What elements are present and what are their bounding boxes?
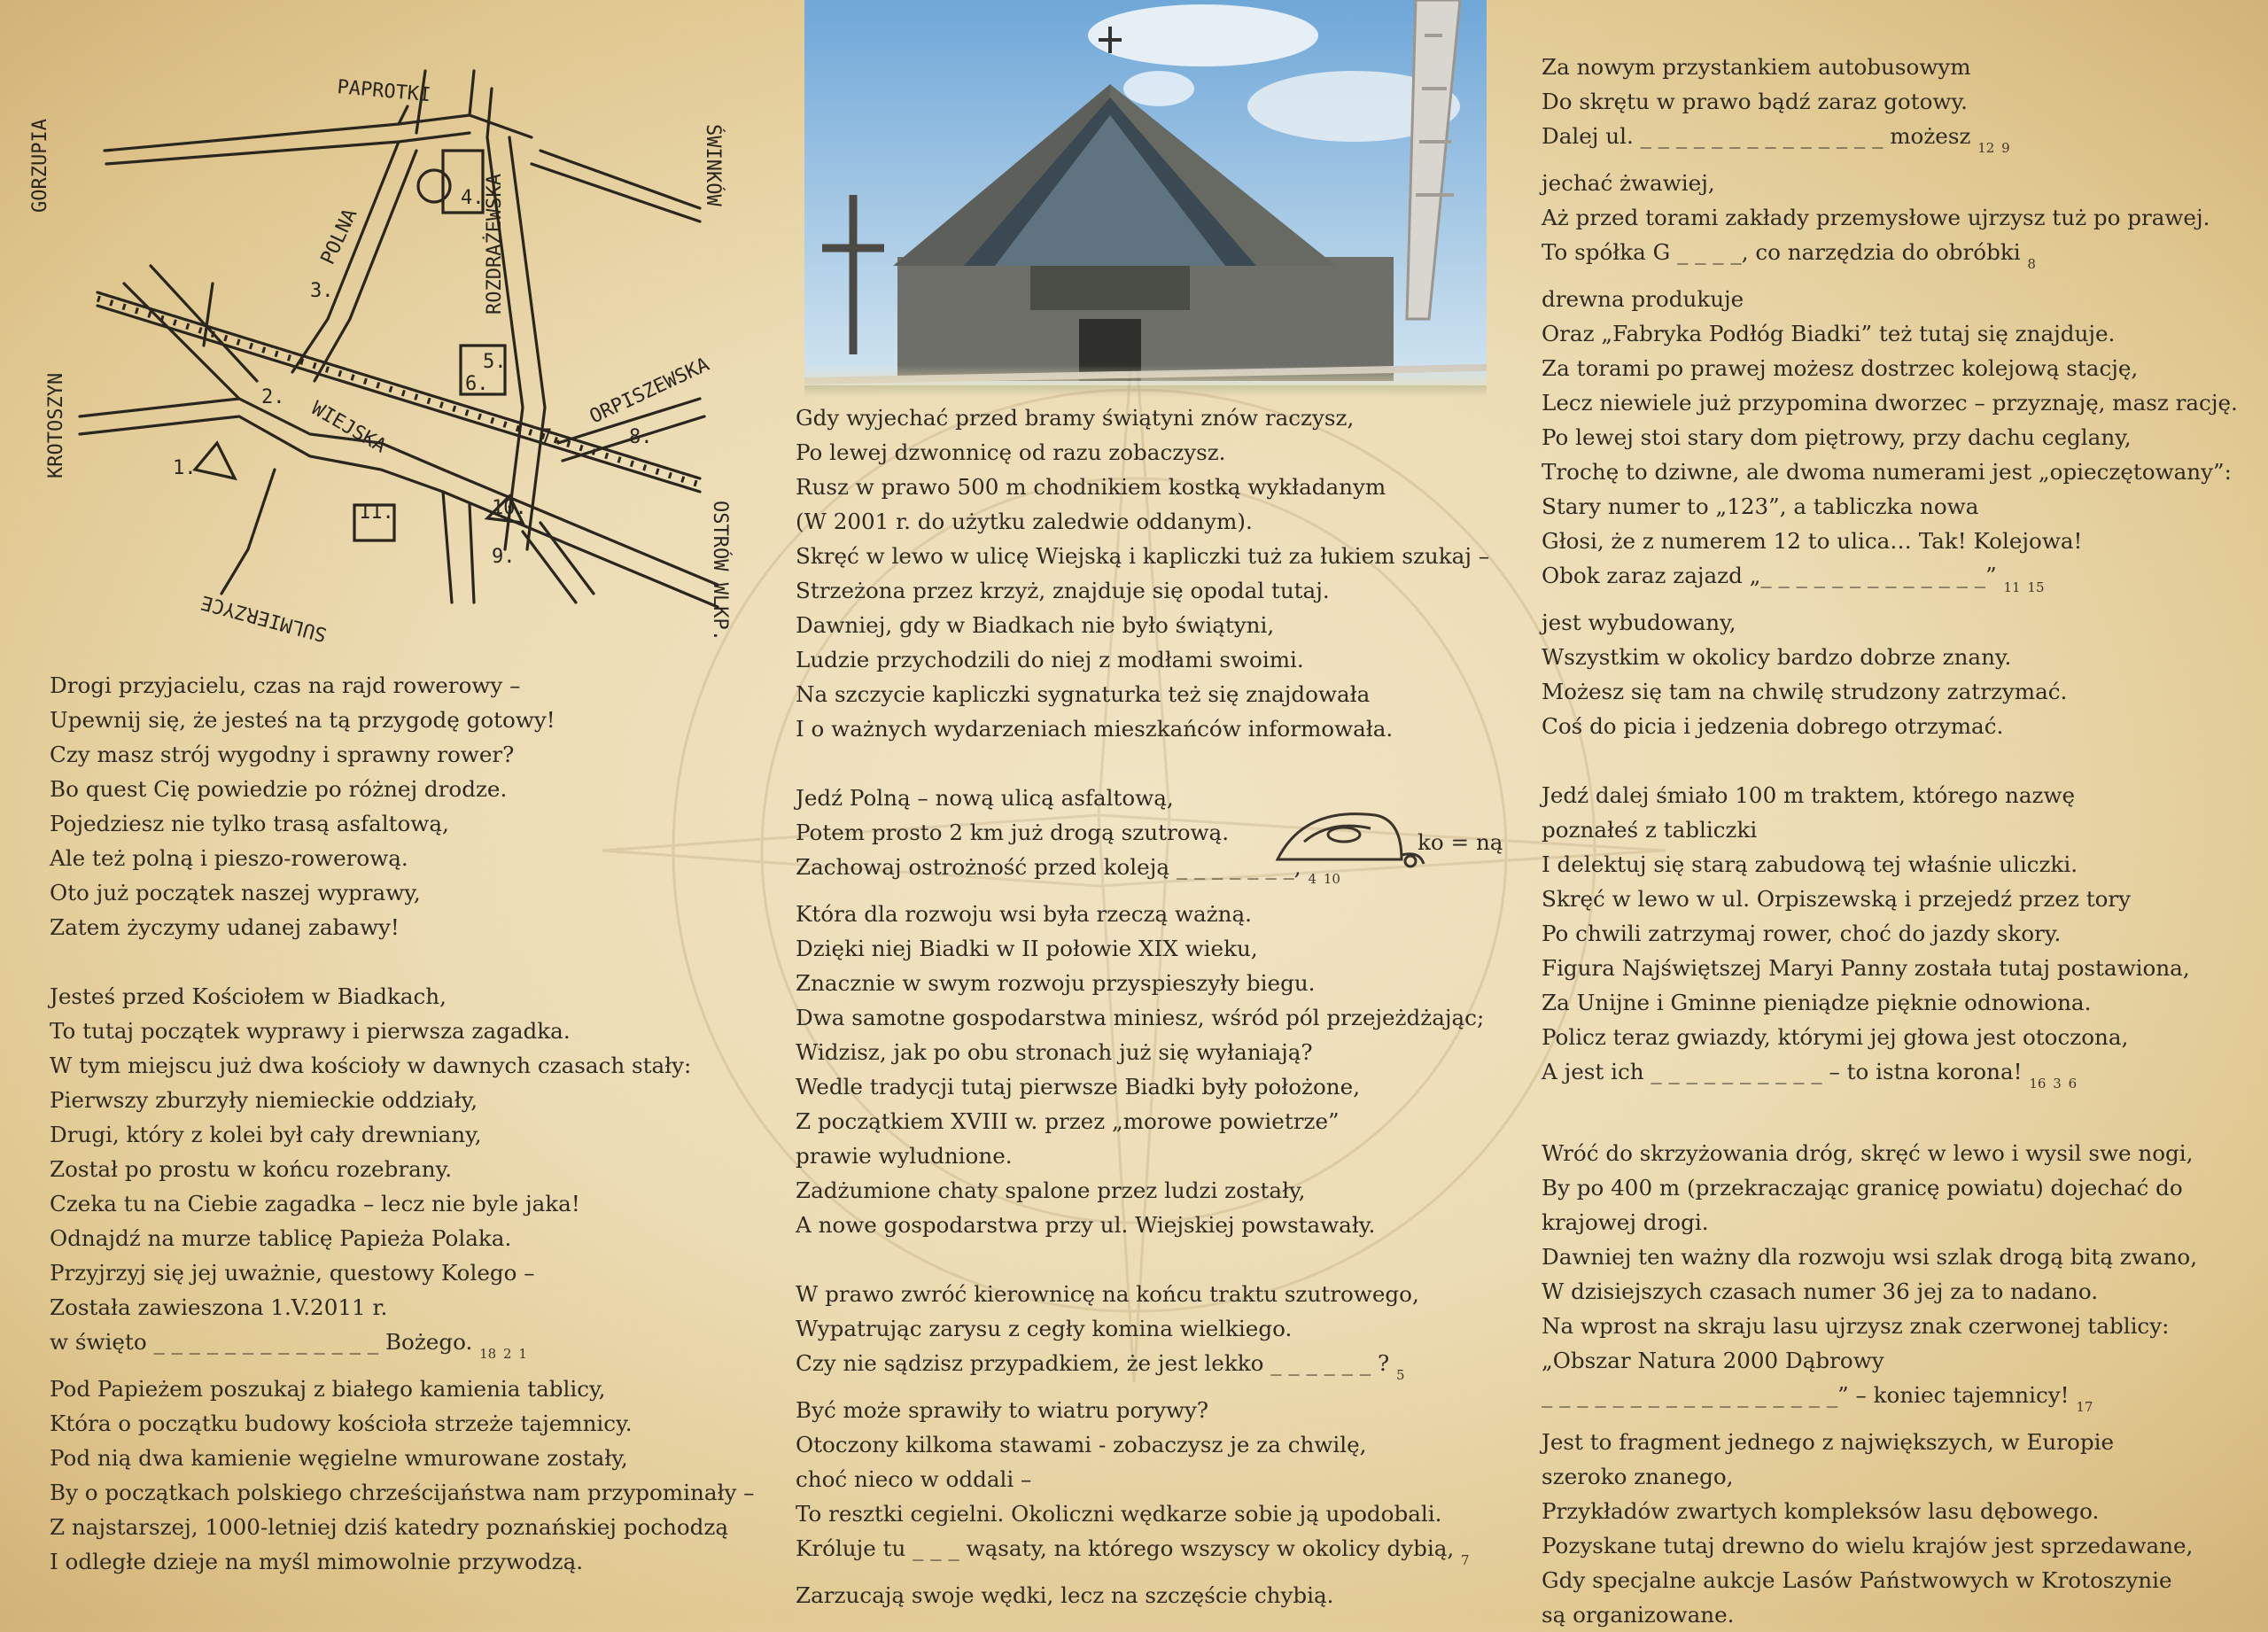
- riddle-blank-inn: Obok zaraz zajazd „_ _ _ _ _ _ _ _ _ _ _ _ _”: [1542, 563, 1997, 588]
- riddle-hint: 10: [1323, 871, 1340, 887]
- map-label-rozdrazewska: ROZDRAŻEWSKA: [484, 174, 506, 315]
- middle-line-19: Widzisz, jak po obu stronach już się wyłaniają?: [796, 1039, 1313, 1065]
- left-line-7: Oto już początek naszej wyprawy,: [50, 880, 421, 905]
- map-point-11: 11.: [359, 501, 394, 524]
- map-point-5: 5.: [483, 351, 507, 373]
- riddle-hint: 3: [2053, 1076, 2062, 1092]
- map-point-3: 3.: [310, 280, 334, 302]
- riddle-blank-fish: Króluje tu _ _ _ wąsaty, na którego wszyscy w okolicy dybią,: [796, 1535, 1455, 1561]
- right-line-1: Za nowym przystankiem autobusowym: [1542, 54, 1971, 80]
- map-label-orpiszewska: ORPISZEWSKA: [586, 354, 713, 429]
- middle-line-11: [796, 746, 1522, 781]
- middle-line-26: W prawo zwróć kierownicę na końcu traktu szutrowego,: [796, 1281, 1419, 1307]
- middle-line-1: Gdy wyjechać przed bramy świątyni znów raczysz,: [796, 405, 1355, 431]
- right-line-32: By po 400 m (przekraczając granicę powiatu) dojechać do: [1542, 1175, 2183, 1201]
- left-line-25: Z najstarszej, 1000-letniej dziś katedry poznańskiej pochodzą: [50, 1514, 729, 1540]
- right-line-4: jechać żwawiej,: [1542, 170, 1715, 196]
- riddle-blank-chimney: Czy nie sądzisz przypadkiem, że jest lekko _ _ _ _ _ _ ?: [796, 1350, 1390, 1376]
- map-point-6: 6.: [465, 373, 489, 395]
- riddle-hint: 1: [518, 1346, 527, 1362]
- right-line-40: szeroko znanego,: [1542, 1464, 1734, 1489]
- riddle-blank-feast: w święto _ _ _ _ _ _ _ _ _ _ _ _ _ Bożego.: [50, 1329, 473, 1355]
- left-line-22: Która o początku budowy kościoła strzeże tajemnicy.: [50, 1411, 633, 1436]
- riddle-hint: 8: [2027, 256, 2036, 272]
- right-line-13: Stary numer to „123”, a tabliczka nowa: [1542, 493, 1979, 519]
- middle-line-3: Rusz w prawo 500 m chodnikiem kostką wykładanym: [796, 474, 1386, 500]
- right-line-22: poznałeś z tabliczki: [1542, 817, 1758, 843]
- left-line-8: Zatem życzymy udanej zabawy!: [50, 914, 400, 940]
- right-line-19: Coś do picia i jedzenia dobrego otrzymać.: [1542, 713, 2004, 739]
- middle-line-28: [796, 1346, 1522, 1393]
- map-point-10: 10.: [492, 497, 527, 519]
- riddle-hint: 15: [2027, 579, 2045, 595]
- right-line-15: [1542, 558, 2241, 605]
- riddle-hint: 17: [2076, 1399, 2093, 1415]
- riddle-hint: 11: [2003, 579, 2021, 595]
- left-line-11: To tutaj początek wyprawy i pierwsza zagadka.: [50, 1018, 571, 1044]
- right-line-34: Dawniej ten ważny dla rozwoju wsi szlak drogą bitą zwano,: [1542, 1244, 2198, 1270]
- middle-line-30: Otoczony kilkoma stawami - zobaczysz je za chwilę,: [796, 1432, 1367, 1457]
- right-line-20: [1542, 743, 2241, 778]
- middle-line-5: Skręć w lewo w ulicę Wiejską i kapliczki tuż za łukiem szukaj –: [796, 543, 1490, 569]
- map-label-ostrow: OSTRÓW WLKP.: [709, 501, 731, 641]
- middle-line-24: A nowe gospodarstwa przy ul. Wiejskiej powstawały.: [796, 1212, 1376, 1238]
- right-line-16: jest wybudowany,: [1542, 610, 1736, 635]
- map-label-swinkow: ŚWINKÓW: [702, 124, 724, 206]
- middle-line-8: Ludzie przychodzili do niej z modłami swoimi.: [796, 647, 1304, 672]
- right-line-42: Pozyskane tutaj drewno do wielu krajów jest sprzedawane,: [1542, 1533, 2194, 1558]
- route-map: [27, 53, 735, 647]
- riddle-hint: 18: [479, 1346, 497, 1362]
- iron-label: ko = ną: [1418, 829, 1503, 855]
- right-line-39: Jest to fragment jednego z największych, w Europie: [1542, 1429, 2114, 1455]
- middle-line-12: Jedź Polną – nową ulicą asfaltową,: [796, 785, 1174, 811]
- middle-line-9: Na szczycie kapliczki sygnaturka też się znajdowała: [796, 681, 1371, 707]
- riddle-blank-stars: A jest ich _ _ _ _ _ _ _ _ _ _ – to istna korona!: [1542, 1059, 2023, 1084]
- left-line-24: By o początkach polskiego chrześcijaństwa nam przypominały –: [50, 1480, 755, 1505]
- middle-line-7: Dawniej, gdy w Biadkach nie było świątyni,: [796, 612, 1275, 638]
- left-line-17: Odnajdź na murze tablicę Papieża Polaka.: [50, 1225, 512, 1251]
- right-line-27: Za Unijne i Gminne pieniądze pięknie odnowiona.: [1542, 990, 2092, 1015]
- right-line-23: I delektuj się starą zabudową tej właśnie uliczki.: [1542, 851, 2078, 877]
- map-point-9: 9.: [492, 546, 516, 568]
- left-line-21: Pod Papieżem poszukaj z białego kamienia tablicy,: [50, 1376, 606, 1402]
- left-line-26: I odległe dzieje na myśl mimowolnie przywodzą.: [50, 1549, 584, 1574]
- right-line-37: „Obszar Natura 2000 Dąbrowy: [1542, 1348, 1884, 1373]
- column-middle: [796, 400, 1522, 1613]
- riddle-hint: 12: [1977, 140, 1995, 156]
- right-line-17: Wszystkim w okolicy bardzo dobrze znany.: [1542, 644, 2012, 670]
- riddle-hint: 2: [503, 1346, 512, 1362]
- left-line-1: Drogi przyjacielu, czas na rajd rowerowy –: [50, 672, 521, 698]
- map-label-krotoszyn: KROTOSZYN: [45, 372, 67, 478]
- left-line-14: Drugi, który z kolei był cały drewniany,: [50, 1122, 482, 1147]
- right-line-2: Do skrętu w prawo bądź zaraz gotowy.: [1542, 89, 1968, 114]
- right-line-18: Możesz się tam na chwilę strudzony zatrzymać.: [1542, 679, 2068, 704]
- left-line-2: Upewnij się, że jesteś na tą przygodę gotowy!: [50, 707, 555, 733]
- middle-line-15: Która dla rozwoju wsi była rzeczą ważną.: [796, 901, 1252, 927]
- left-line-10: Jesteś przed Kościołem w Biadkach,: [50, 983, 447, 1009]
- right-line-14: Głosi, że z numerem 12 to ulica… Tak! Kolejowa!: [1542, 528, 2083, 554]
- right-line-11: Po lewej stoi stary dom piętrowy, przy dachu ceglany,: [1542, 424, 2132, 450]
- right-line-38: [1542, 1378, 2241, 1425]
- right-line-41: Przykładów zwartych kompleksów lasu dębowego.: [1542, 1498, 2100, 1524]
- left-line-4: Bo quest Cię powiedzie po różnej drodze.: [50, 776, 508, 802]
- map-label-wiejska: WIEJSKA: [307, 397, 390, 458]
- right-line-7: drewna produkuje: [1542, 286, 1744, 312]
- left-line-13: Pierwszy zburzyły niemieckie oddziały,: [50, 1087, 478, 1113]
- church-photo: [804, 0, 1487, 397]
- middle-line-22: prawie wyludnione.: [796, 1143, 1013, 1169]
- right-line-10: Lecz niewiele już przypomina dworzec – przyznaję, masz rację.: [1542, 390, 2238, 416]
- map-label-paprotki: PAPROTKI: [336, 76, 432, 107]
- iron-icon: [1269, 797, 1428, 877]
- map-point-7: 7.: [540, 426, 564, 448]
- right-line-3: [1542, 119, 2241, 166]
- map-label-sulmierzyce: SULMIERZYCE: [198, 590, 330, 646]
- riddle-hint: 4: [1308, 871, 1317, 887]
- map-point-1: 1.: [173, 457, 197, 479]
- right-line-36: Na wprost na skraju lasu ujrzysz znak czerwonej tablicy:: [1542, 1313, 2170, 1339]
- map-label-gorzupia: GORZUPIA: [29, 119, 51, 213]
- left-line-16: Czeka tu na Ciebie zagadka – lecz nie byle jaka!: [50, 1191, 580, 1216]
- left-line-15: Został po prostu w końcu rozebrany.: [50, 1156, 453, 1182]
- left-line-23: Pod nią dwa kamienie węgielne wmurowane zostały,: [50, 1445, 628, 1471]
- riddle-hint: 16: [2029, 1076, 2047, 1092]
- middle-line-23: Zadżumione chaty spalone przez ludzi zostały,: [796, 1177, 1306, 1203]
- middle-line-20: Wedle tradycji tutaj pierwsze Biadki były położone,: [796, 1074, 1361, 1100]
- riddle-blank-company: To spółka G _ _ _ _, co narzędzia do obróbki: [1542, 239, 2021, 265]
- right-line-28: Policz teraz gwiazdy, którymi jej głowa jest otoczona,: [1542, 1024, 2129, 1050]
- middle-line-17: Znacznie w swym rozwoju przyspieszyły biegu.: [796, 970, 1316, 996]
- middle-line-21: Z początkiem XVIII w. przez „morowe powietrze”: [796, 1108, 1340, 1134]
- right-line-35: W dzisiejszych czasach numer 36 jej za to nadano.: [1542, 1278, 2099, 1304]
- right-line-33: krajowej drogi.: [1542, 1209, 1709, 1235]
- left-line-3: Czy masz strój wygodny i sprawny rower?: [50, 742, 515, 767]
- middle-line-25: [796, 1242, 1522, 1277]
- map-label-polna: POLNA: [316, 205, 362, 268]
- riddle-blank-natura: _ _ _ _ _ _ _ _ _ _ _ _ _ _ _ _ _” – koniec tajemnicy!: [1542, 1382, 2070, 1408]
- column-right: [1542, 50, 2241, 1632]
- right-line-24: Skręć w lewo w ul. Orpiszewską i przejedź przez tory: [1542, 886, 2132, 912]
- riddle-hint: 6: [2068, 1076, 2078, 1092]
- riddle-hint: 7: [1461, 1552, 1470, 1568]
- map-point-4: 4.: [461, 187, 485, 209]
- middle-line-32: To resztki cegielni. Okoliczni wędkarze sobie ją upodobali.: [796, 1501, 1442, 1527]
- map-point-8: 8.: [629, 426, 653, 448]
- right-line-12: Trochę to dziwne, ale dwoma numerami jest „opieczętowany”:: [1542, 459, 2232, 485]
- right-line-26: Figura Najświętszej Maryi Panny została tutaj postawiona,: [1542, 955, 2190, 981]
- middle-line-2: Po lewej dzwonnicę od razu zobaczysz.: [796, 439, 1226, 465]
- middle-line-27: Wypatrując zarysu z cegły komina wielkiego.: [796, 1316, 1293, 1341]
- right-line-44: są organizowane.: [1542, 1602, 1735, 1628]
- middle-line-18: Dwa samotne gospodarstwa miniesz, wśród pól przejeżdżając;: [796, 1005, 1485, 1030]
- middle-line-6: Strzeżona przez krzyż, znajduje się opodal tutaj.: [796, 578, 1330, 603]
- riddle-blank-railway: Zachowaj ostrożność przed koleją _ _ _ _ _ _ _,: [796, 854, 1301, 880]
- right-line-25: Po chwili zatrzymaj rower, choć do jazdy skory.: [1542, 921, 2062, 946]
- middle-line-16: Dzięki niej Biadki w II połowie XIX wieku,: [796, 936, 1258, 961]
- left-line-9: [50, 944, 750, 979]
- middle-line-33: [796, 1531, 1522, 1578]
- column-left: [50, 668, 755, 1579]
- right-line-5: Aż przed torami zakłady przemysłowe ujrzysz tuż po prawej.: [1542, 205, 2210, 230]
- left-line-20: [50, 1325, 750, 1372]
- middle-line-29: Być może sprawiły to wiatru porywy?: [796, 1397, 1209, 1423]
- right-line-8: Oraz „Fabryka Podłóg Biadki” też tutaj się znajduje.: [1542, 321, 2116, 346]
- left-line-12: W tym miejscu już dwa kościoły w dawnych czasach stały:: [50, 1053, 692, 1078]
- left-line-19: Została zawieszona 1.V.2011 r.: [50, 1294, 388, 1320]
- left-line-6: Ale też polną i pieszo-rowerową.: [50, 845, 408, 871]
- middle-line-10: I o ważnych wydarzeniach mieszkańców informowała.: [796, 716, 1394, 742]
- map-point-2: 2.: [261, 386, 285, 408]
- right-line-6: [1542, 235, 2241, 282]
- right-line-21: Jedź dalej śmiało 100 m traktem, którego nazwę: [1542, 782, 2076, 808]
- right-line-30: [1542, 1101, 2241, 1136]
- middle-line-31: choć nieco w oddali –: [796, 1466, 1032, 1492]
- right-line-9: Za torami po prawej możesz dostrzec kolejową stację,: [1542, 355, 2139, 381]
- right-line-43: Gdy specjalne aukcje Lasów Państwowych w Krotoszynie: [1542, 1567, 2172, 1593]
- riddle-hint: 5: [1395, 1367, 1405, 1383]
- middle-line-13: Potem prosto 2 km już drogą szutrową.: [796, 820, 1230, 845]
- left-line-5: Pojedziesz nie tylko trasą asfaltową,: [50, 811, 449, 836]
- middle-line-34: Zarzucają swoje wędki, lecz na szczęście chybią.: [796, 1582, 1334, 1608]
- right-line-29: [1542, 1054, 2241, 1101]
- left-line-18: Przyjrzyj się jej uważnie, questowy Kolego –: [50, 1260, 535, 1286]
- riddle-hint: 9: [2001, 140, 2010, 156]
- right-line-31: Wróć do skrzyżowania dróg, skręć w lewo i wysil swe nogi,: [1542, 1140, 2194, 1166]
- riddle-blank-street: Dalej ul. _ _ _ _ _ _ _ _ _ _ _ _ _ _ możesz: [1542, 123, 1971, 149]
- middle-line-4: (W 2001 r. do użytku zaledwie oddanym).: [796, 509, 1253, 534]
